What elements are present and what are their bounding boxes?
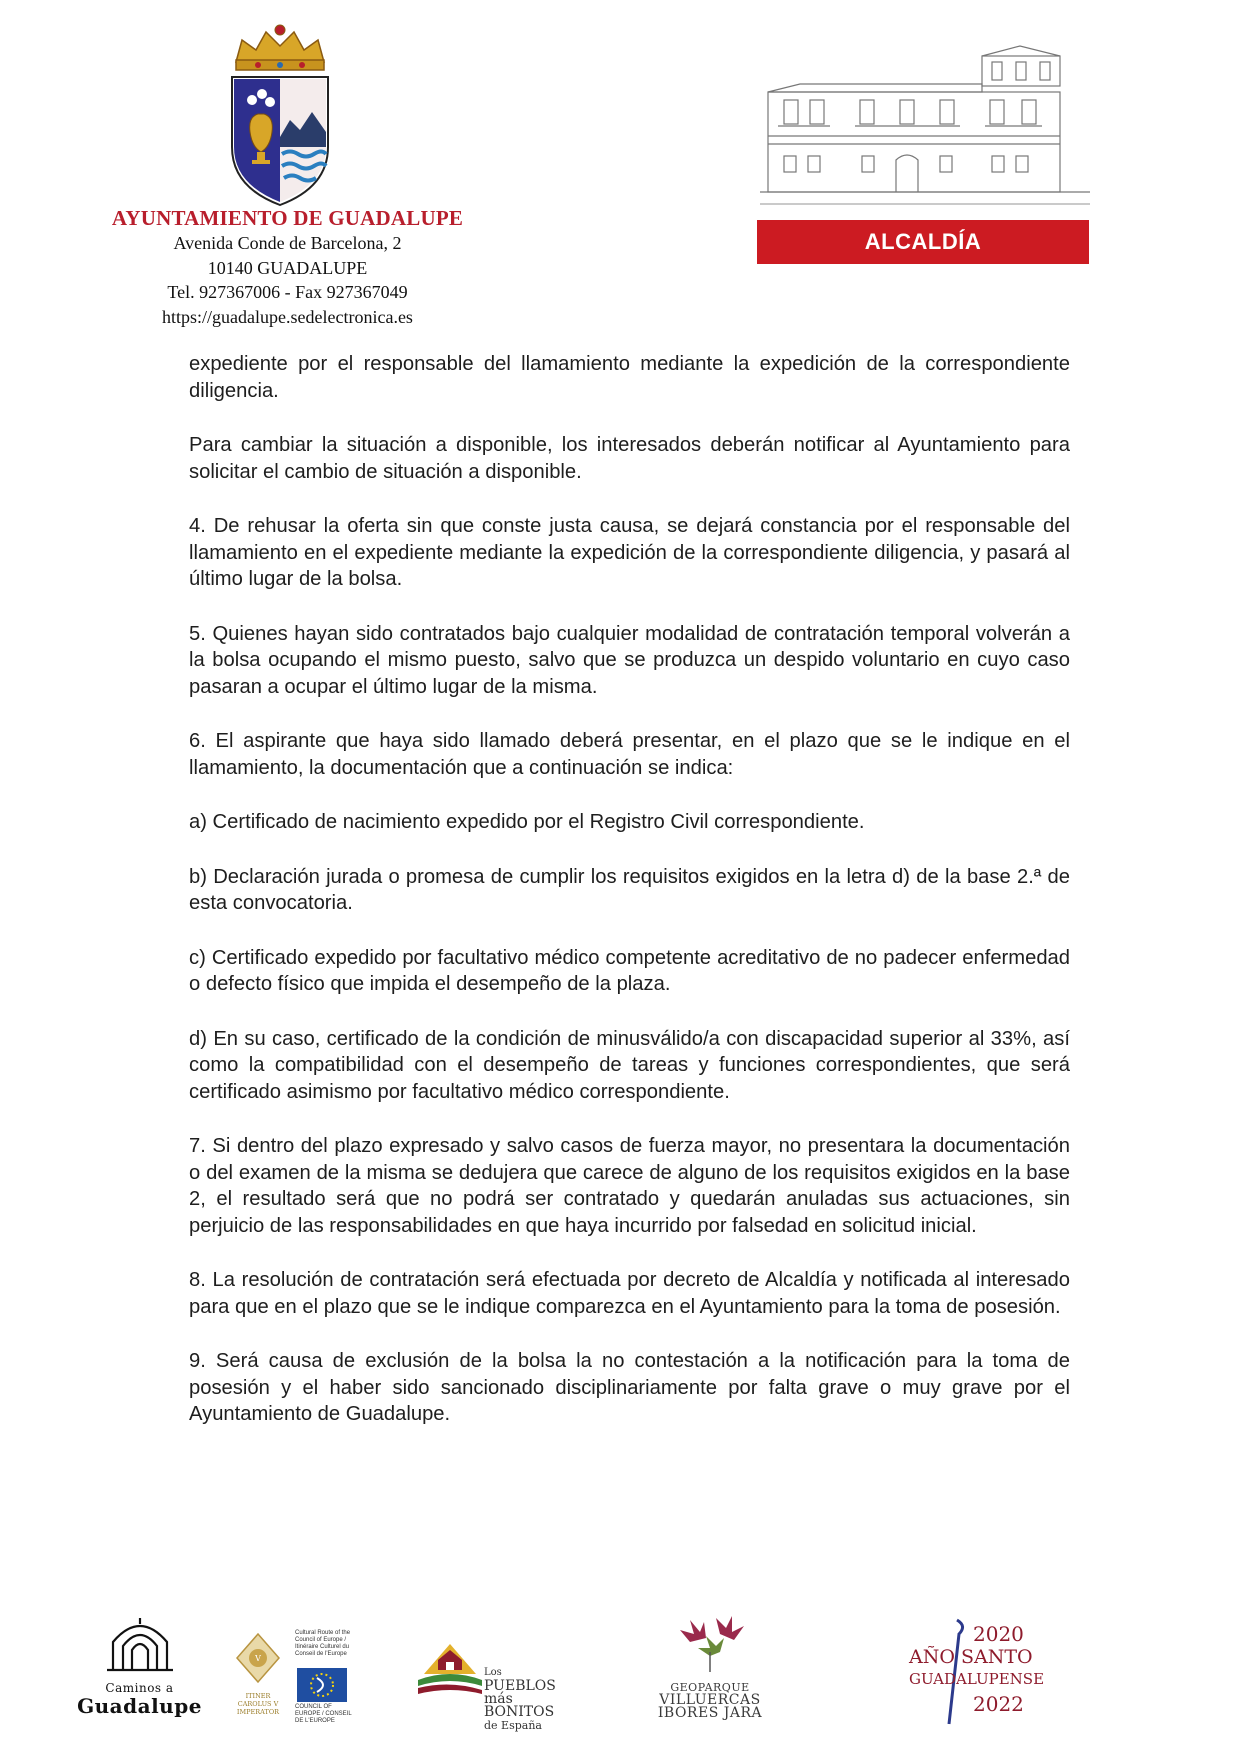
paragraph: 9. Será causa de exclusión de la bolsa la no contestación a la notificación para la toma de posesión y el haber sido sancionado disciplinariamente por falta grave o muy grave por el Ayuntamiento de Guadalupe.	[189, 1350, 1070, 1425]
pueblos-text-1: Los	[484, 1667, 502, 1678]
footer-logos	[0, 1598, 1241, 1738]
pueblos-text	[484, 1664, 564, 1732]
paragraph: d) En su caso, certificado de la condición de minusválido/a con discapacidad superior al 33%, así como la compatibilidad con el desempeño de tareas y funciones correspondientes, que será certificado asimismo por facultativo médico correspondiente.	[189, 1027, 1070, 1103]
paragraph: b) Declaración jurada o promesa de cumplir los requisitos exigidos en la letra d) de la base 2.ª de esta convocatoria.	[189, 865, 1070, 914]
geoparque-logo	[655, 1612, 765, 1736]
paragraph: a) Certificado de nacimiento expedido por el Registro Civil correspondiente.	[189, 811, 865, 833]
arch-icon	[105, 1616, 175, 1672]
ano-year-1: 2020	[973, 1622, 1024, 1646]
council-europe-text-top: Cultural Route of the Council of Europe / Itinéraire Culturel du Conseil de l'Europe	[295, 1630, 351, 1657]
caminos-guadalupe-logo	[72, 1616, 207, 1726]
paragraph: 6. El aspirante que haya sido llamado deberá presentar, en el plazo que se le indique en el llamamiento, la documentación que a continuación se indica:	[189, 730, 1070, 779]
organization-phone-fax: Tel. 927367006 - Fax 927367049	[167, 282, 408, 302]
organization-city: 10140 GUADALUPE	[207, 257, 368, 278]
council-of-europe-flag-icon	[297, 1668, 347, 1702]
paragraph: expediente por el responsable del llamamiento mediante la expedición de la correspondiente diligencia.	[189, 353, 1070, 402]
pueblos-text-3: de España	[484, 1719, 542, 1732]
caminos-text-1: Caminos a	[105, 1681, 174, 1695]
section-label-alcaldia: ALCALDÍA	[757, 220, 1089, 264]
geoparque-text-2: VILLUERCAS	[659, 1692, 761, 1708]
carolus-text: ITINER CAROLUS V IMPERATOR	[236, 1692, 280, 1716]
geoparque-text-1: GEOPARQUE	[670, 1681, 750, 1694]
paragraph: c) Certificado expedido por facultativo médico competente acreditativo de no padecer enfermedad o defecto físico que impida el desempeño de la plaza.	[189, 946, 1070, 995]
pueblos-bonitos-logo	[414, 1630, 564, 1732]
town-hall-building-icon	[760, 44, 1090, 212]
pueblos-text-2: PUEBLOS más BONITOS	[484, 1678, 556, 1720]
ano-title-2: GUADALUPENSE	[909, 1670, 1045, 1688]
organization-name: AYUNTAMIENTO DE GUADALUPE	[111, 206, 464, 230]
paragraph: 8. La resolución de contratación será efectuada por decreto de Alcaldía y notificada al interesado para que en el plazo que se le indique comparezca en el Ayuntamiento para la toma de posesión.	[189, 1269, 1070, 1318]
carolus-emblem-icon	[233, 1630, 283, 1690]
paragraph: 5. Quienes hayan sido contratados bajo cualquier modalidad de contratación temporal volverán a la bolsa ocupando el mismo puesto, salvo que se produzca un despido voluntario en cuyo caso pasaran a ocupar el último lugar de la misma.	[189, 622, 1070, 698]
ano-year-2: 2022	[973, 1692, 1024, 1716]
paragraph: 4. De rehusar la oferta sin que conste justa causa, se dejará constancia por el responsable del llamamiento en el expediente mediante la expedición de la correspondiente diligencia, y pasará al último lugar de la bolsa.	[189, 515, 1070, 590]
paragraph: Para cambiar la situación a disponible, los interesados deberán notificar al Ayuntamiento para solicitar el cambio de situación a disponible.	[189, 434, 1070, 483]
caminos-text-2: Guadalupe	[77, 1694, 202, 1718]
svg-text:V: V	[255, 1654, 261, 1663]
geoparque-text-3: IBORES JARA	[657, 1705, 763, 1721]
paragraph: 7. Si dentro del plazo expresado y salvo casos de fuerza mayor, no presentara la documentación o del examen de la misma se dedujera que carece de alguno de los requisitos exigidos en la base 2, el resultado será que no podrá ser contratado y quedarán anuladas sus actuaciones, sin perjuicio de las responsabilidades en que haya incurrido por falsedad en solicitud inicial.	[189, 1135, 1070, 1237]
coat-of-arms-icon	[228, 22, 332, 207]
pueblos-emblem-icon	[414, 1630, 486, 1702]
ano-title-1: AÑO SANTO	[909, 1646, 1033, 1668]
organization-block	[60, 205, 515, 329]
leaves-icon	[670, 1612, 750, 1674]
organization-website: https://guadalupe.sedelectronica.es	[162, 306, 413, 327]
carolus-council-europe-logo	[233, 1630, 358, 1722]
geoparque-text	[655, 1681, 765, 1720]
ano-santo-logo	[905, 1616, 1045, 1728]
council-europe-text-bottom: COUNCIL OF EUROPE / CONSEIL DE L'EUROPE	[295, 1704, 352, 1724]
organization-address: Avenida Conde de Barcelona, 2	[173, 233, 402, 253]
document-body	[189, 351, 1070, 1456]
